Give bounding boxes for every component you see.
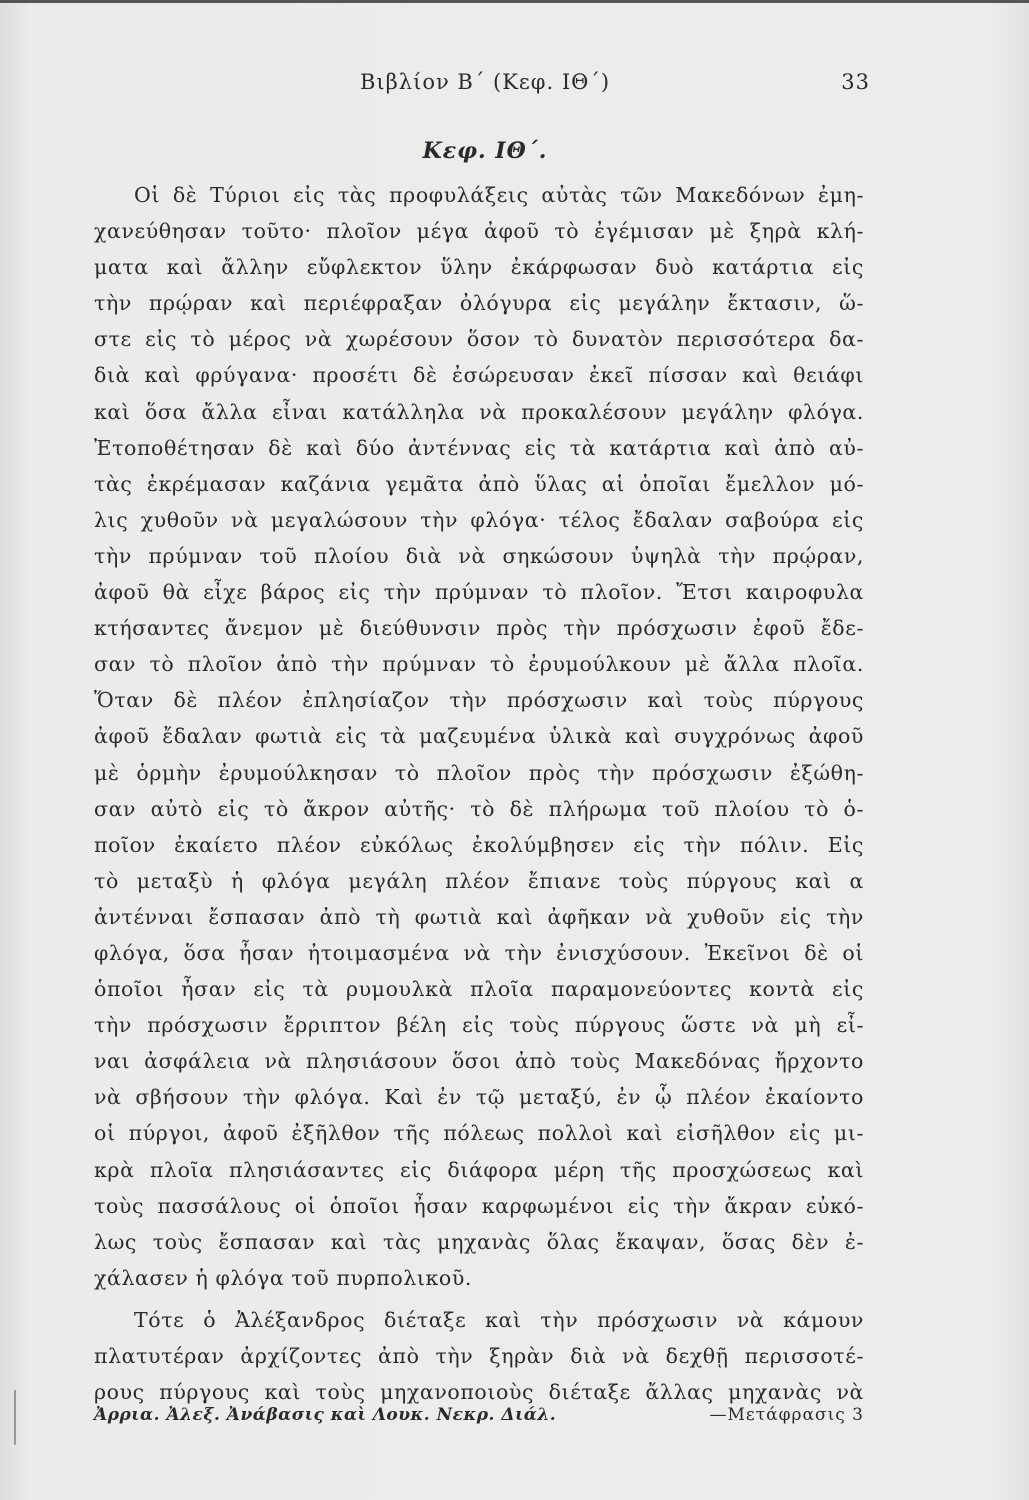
text-line: κρὰ πλοῖα πλησιάσαντες εἰς διάφορα μέρη τῆς προσχώσεως καὶ [94, 1157, 864, 1182]
text-line: ναι ἀσφάλεια νὰ πλησιάσουν ὅσοι ἀπὸ τοὺς Μακεδόνας ἤρχοντο [94, 1049, 864, 1074]
text-line: ποῖον ἐκαίετο πλέον εὐκόλως ἐκολύμβησεν εἰς τὴν πόλιν. Εἰς [94, 832, 864, 857]
text-line: κτήσαντες ἄνεμον μὲ διεύθυνσιν πρὸς τὴν πρόσχωσιν ἐφοῦ ἔδε- [94, 616, 864, 641]
footer-source: Ἀρρια. Ἀλεξ. Ἀνάβασις καὶ Λουκ. Νεκρ. Διάλ. [94, 1405, 557, 1425]
page-top-edge [0, 0, 1029, 3]
text-line: λις χυθοῦν νὰ μεγαλώσουν τὴν φλόγα· τέλος ἔδαλαν σαβούρα εἰς [94, 507, 864, 532]
text-line: χάλασεν ἡ φλόγα τοῦ πυρπολικοῦ. [94, 1265, 473, 1290]
text-line: ὁποῖοι ἦσαν εἰς τὰ ρυμουλκὰ πλοῖα παραμονεύοντες κοντὰ εἰς [94, 977, 864, 1002]
text-line: σαν τὸ πλοῖον ἀπὸ τὴν πρύμναν τὸ ἐρυμούλκουν μὲ ἄλλα πλοῖα. [94, 652, 864, 677]
binding-mark [14, 1390, 16, 1445]
page-footer [94, 1405, 864, 1425]
text-line: Οἱ δὲ Τύριοι εἰς τὰς προφυλάξεις αὐτὰς τῶν Μακεδόνων ἐμη- [134, 183, 864, 207]
text-line: τὸ μεταξὺ ἡ φλόγα μεγάλη πλέον ἔπιανε τοὺς πύργους καὶ α [94, 868, 864, 893]
text-line: ματα καὶ ἄλλην εὔφλεκτον ὕλην ἐκάρφωσαν δυὸ κατάρτια εἰς [94, 255, 864, 280]
text-line: μὲ ὁρμὴν ἐρυμούλκησαν τὸ πλοῖον πρὸς τὴν πρόσχωσιν ἐξώθη- [94, 760, 864, 785]
text-line: τὴν πρόσχωσιν ἔρριπτον βέλη εἰς τοὺς πύργους ὥστε νὰ μὴ εἶ- [94, 1013, 864, 1038]
text-line: λως τοὺς ἔσπασαν καὶ τὰς μηχανὰς ὅλας ἔκαψαν, ὅσας δὲν ἐ- [94, 1229, 864, 1254]
text-line: Ὅταν δὲ πλέον ἐπλησίαζον τὴν πρόσχωσιν καὶ τοὺς πύργους [94, 688, 864, 713]
text-line: ἀφοῦ ἔδαλαν φωτιὰ εἰς τὰ μαζευμένα ὑλικὰ καὶ συγχρόνως ἀφοῦ [94, 724, 864, 749]
text-line: τὴν πρύμναν τοῦ πλοίου διὰ νὰ σηκώσουν ὑψηλὰ τὴν πρῴραν, [94, 543, 864, 568]
text-line: διὰ καὶ φρύγανα· προσέτι δὲ ἐσώρευσαν ἐκεῖ πίσσαν καὶ θειάφι [94, 363, 864, 388]
text-line: ἀφοῦ θὰ εἶχε βάρος εἰς τὴν πρύμναν τὸ πλοῖον. Ἔτσι καιροφυλα [94, 580, 864, 605]
text-line: τὰς ἐκρέμασαν καζάνια γεμᾶτα ἀπὸ ὕλας αἱ ὁποῖαι ἔμελλον μό- [94, 471, 864, 496]
text-line: νὰ σβήσουν τὴν φλόγα. Καὶ ἐν τῷ μεταξύ, ἐν ᾧ πλέον ἐκαίοντο [94, 1085, 864, 1110]
page-header [100, 66, 870, 102]
text-line: Ἐτοποθέτησαν δὲ καὶ δύο ἀντέννας εἰς τὰ κατάρτια καὶ ἀπὸ αὐ- [94, 435, 864, 460]
text-line: Τότε ὁ Ἀλέξανδρος διέταξε καὶ τὴν πρόσχωσιν νὰ κάμουν [134, 1307, 864, 1332]
page-number: 33 [841, 70, 870, 94]
running-title: Βιβλίον Β΄ (Κεφ. ΙΘ΄) [359, 70, 611, 94]
text-line: ἀντένναι ἔσπασαν ἀπὸ τὴ φωτιὰ καὶ ἀφῆκαν νὰ χυθοῦν εἰς τὴν [94, 904, 864, 929]
body-text [94, 177, 864, 1410]
footer-signature: —Μετάφρασις 3 [709, 1405, 864, 1425]
text-line: ρους πύργους καὶ τοὺς μηχανοποιοὺς διέταξε ἄλλας μηχανὰς νὰ [94, 1380, 864, 1405]
chapter-heading: Κεφ. ΙΘ΄. [422, 138, 548, 164]
text-line: στε εἰς τὸ μέρος νὰ χωρέσουν ὅσον τὸ δυνατὸν περισσότερα δα- [94, 327, 864, 352]
text-line: χανεύθησαν τοῦτο· πλοῖον μέγα ἀφοῦ τὸ ἐγέμισαν μὲ ξηρὰ κλή- [94, 219, 864, 244]
text-line: σαν αὐτὸ εἰς τὸ ἄκρον αὐτῆς· τὸ δὲ πλήρωμα τοῦ πλοίου τὸ ὁ- [94, 796, 864, 821]
text-line: πλατυτέραν ἀρχίζοντες ἀπὸ τὴν ξηρὰν διὰ νὰ δεχθῇ περισσοτέ- [94, 1344, 864, 1368]
text-line: καὶ ὅσα ἄλλα εἶναι κατάλληλα νὰ προκαλέσουν μεγάλην φλόγα. [94, 399, 864, 424]
text-line: τοὺς πασσάλους οἱ ὁποῖοι ἦσαν καρφωμένοι εἰς τὴν ἄκραν εὐκό- [94, 1193, 864, 1218]
text-line: οἱ πύργοι, ἀφοῦ ἐξῆλθον τῆς πόλεως πολλοὶ καὶ εἰσῆλθον εἰς μι- [94, 1121, 864, 1146]
text-line: φλόγα, ὅσα ἦσαν ἠτοιμασμένα νὰ τὴν ἐνισχύσουν. Ἐκεῖνοι δὲ οἱ [94, 940, 864, 965]
text-line: τὴν πρῴραν καὶ περιέφραξαν ὀλόγυρα εἰς μεγάλην ἔκτασιν, ὥ- [94, 291, 864, 316]
